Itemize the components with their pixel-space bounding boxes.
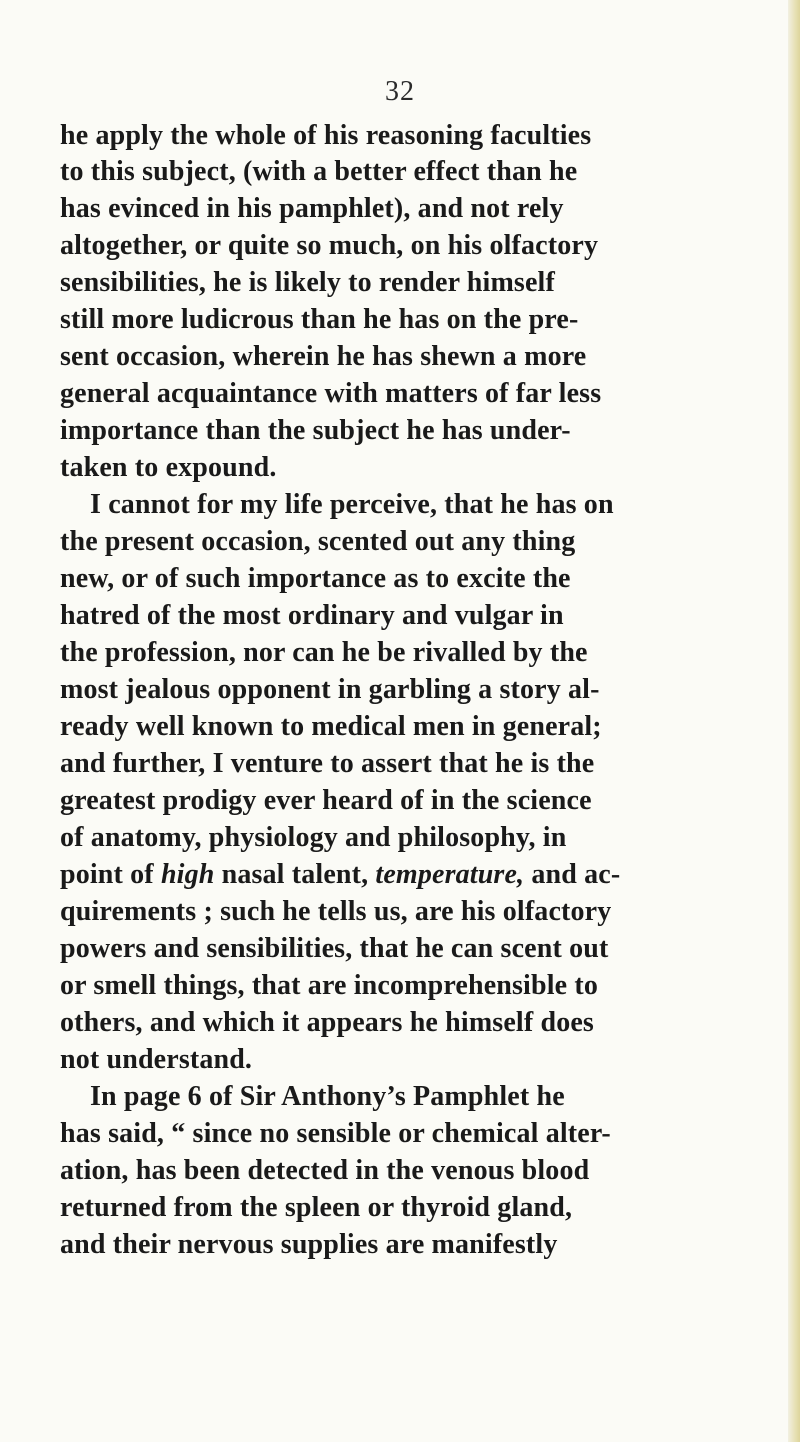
text-run: point of [60,859,161,890]
italic-run: temperature, [375,859,525,890]
text-line: taken to expound. [60,452,277,483]
text-line: ready well known to medical men in general; [60,711,602,742]
text-line: not understand. [60,1044,253,1075]
text-line: to this subject, (with a better effect than he [60,156,578,187]
text-line: most jealous opponent in garbling a story al- [60,674,600,705]
text-line: importance than the subject he has under- [60,415,571,446]
text-line: others, and which it appears he himself does [60,1007,594,1038]
text-line: powers and sensibilities, that he can scent out [60,933,609,964]
text-line: greatest prodigy ever heard of in the science [60,785,592,816]
italic-run: high [160,859,215,890]
text-line: general acquaintance with matters of far less [60,378,602,409]
text-line: or smell things, that are incomprehensible to [60,970,598,1001]
text-line: has said, “ since no sensible or chemical alter- [60,1118,611,1149]
text-line: hatred of the most ordinary and vulgar in [60,600,564,631]
text-line: ation, has been detected in the venous blood [60,1155,590,1186]
text-run: nasal talent, [214,859,376,890]
text-line: and further, I venture to assert that he is the [60,748,595,779]
text-line: returned from the spleen or thyroid gland, [60,1192,573,1223]
page-number: 32 [385,76,415,107]
page-edge-shadow [788,0,800,1442]
text-line: still more ludicrous than he has on the pre- [60,304,579,335]
text-line: altogether, or quite so much, on his olfactory [60,230,599,261]
text-line: has evinced in his pamphlet), and not rely [60,193,564,224]
text-line: the profession, nor can he be rivalled by the [60,637,588,668]
text-line: In page 6 of Sir Anthony’s Pamphlet he [90,1081,565,1112]
text-line: and their nervous supplies are manifestly [60,1229,558,1260]
text-line: the present occasion, scented out any thing [60,526,576,557]
text-line: sensibilities, he is likely to render himself [60,267,555,298]
text-line: quirements ; such he tells us, are his olfactory [60,896,612,927]
text-line-mixed [60,857,620,893]
text-line: new, or of such importance as to excite the [60,563,571,594]
text-line: sent occasion, wherein he has shewn a more [60,341,587,372]
text-line: of anatomy, physiology and philosophy, in [60,822,567,853]
text-line: I cannot for my life perceive, that he has on [90,489,614,520]
text-line: he apply the whole of his reasoning faculties [60,120,592,151]
text-run: and ac- [524,859,621,890]
